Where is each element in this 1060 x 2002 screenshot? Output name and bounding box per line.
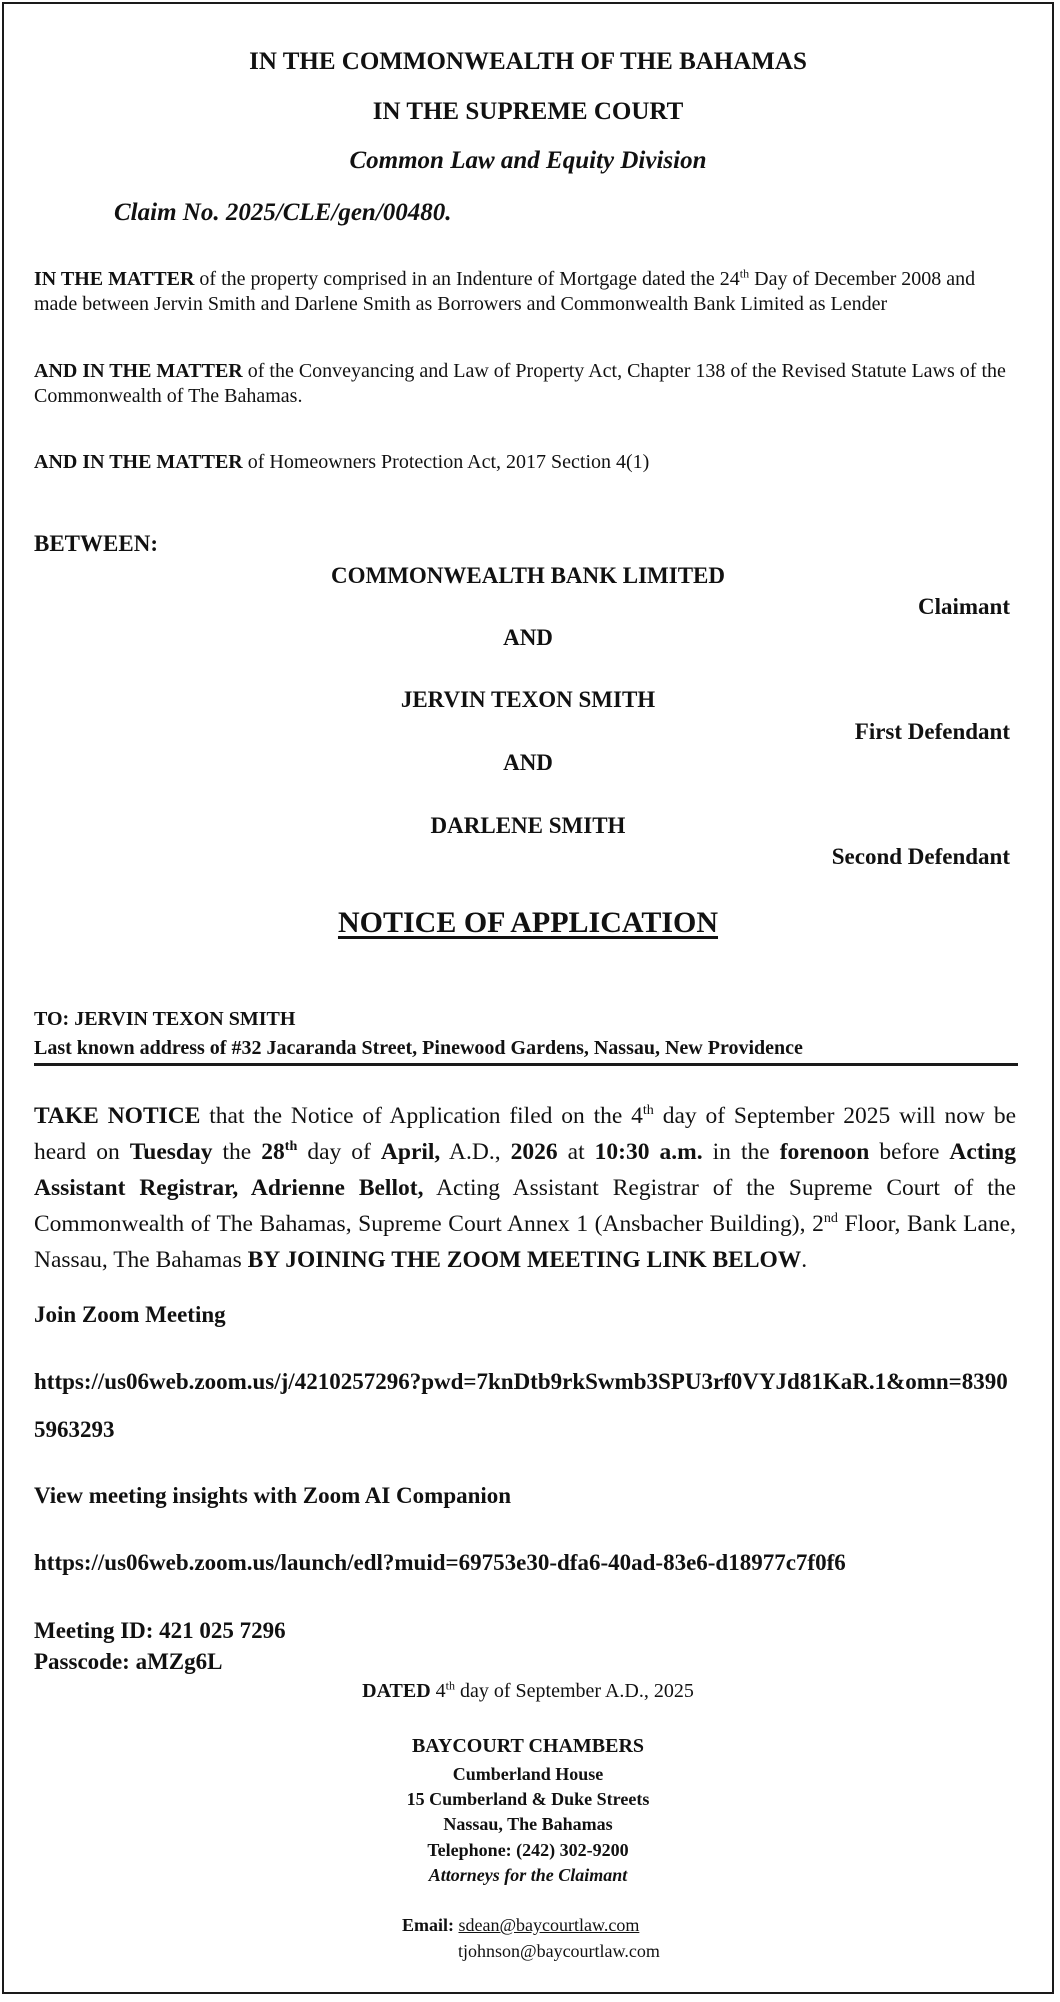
court-division: Common Law and Equity Division	[349, 147, 707, 174]
claim-number: Claim No. 2025/CLE/gen/00480.	[114, 199, 452, 226]
zoom-join-link-continued[interactable]: 5963293	[34, 1417, 115, 1442]
zoom-insights-link[interactable]: https://us06web.zoom.us/launch/edl?muid=69753e30-dfa6-40ad-83e6-d18977c7f0f6	[34, 1550, 846, 1575]
firm-role: Attorneys for the Claimant	[428, 1865, 628, 1885]
and-separator: AND	[503, 625, 553, 650]
meeting-passcode: Passcode: aMZg6L	[34, 1649, 223, 1674]
matter-conveyancing-act: AND IN THE MATTER of the Conveyancing and Law of Property Act, Chapter 138 of the Revised Statute Laws of the Commonwealth of The Bahamas.	[34, 360, 1006, 407]
email-link-tjohnson[interactable]: tjohnson@baycourtlaw.com	[458, 1941, 660, 1961]
first-defendant-role: First Defendant	[854, 719, 1010, 744]
court-name: IN THE SUPREME COURT	[372, 98, 684, 125]
matter-homeowners-act: AND IN THE MATTER of Homeowners Protection Act, 2017 Section 4(1)	[34, 451, 650, 473]
first-defendant-name: JERVIN TEXON SMITH	[400, 687, 656, 712]
notice-body: TAKE NOTICE that the Notice of Application filed on the 4th day of September 2025 will now be heard on Tuesday the 28th day of April, A.D., 2026 at 10:30 a.m. in the forenoon before Acting Assistant Registrar, Adrienne Bellot, Acting Assistant Registrar of the Supreme Court of the Commonwealth of The Bahamas, Supreme Court Annex 1 (Ansbacher Building), 2nd Floor, Bank Lane, Nassau, The Bahamas BY JOINING THE ZOOM MEETING LINK BELOW.	[34, 1102, 1016, 1273]
meeting-id: Meeting ID: 421 025 7296	[34, 1618, 286, 1643]
firm-name: BAYCOURT CHAMBERS	[411, 1735, 645, 1757]
firm-city: Nassau, The Bahamas	[443, 1814, 613, 1834]
firm-street: 15 Cumberland & Duke Streets	[406, 1789, 650, 1809]
court-jurisdiction: IN THE COMMONWEALTH OF THE BAHAMAS	[249, 48, 807, 75]
legal-notice-page	[2, 2, 1054, 1994]
email-label: Email:	[402, 1915, 454, 1935]
zoom-insights-label: View meeting insights with Zoom AI Companion	[34, 1483, 512, 1508]
email-row	[402, 1915, 639, 1936]
firm-telephone: Telephone: (242) 302-9200	[427, 1840, 629, 1860]
join-zoom-label: Join Zoom Meeting	[34, 1302, 226, 1327]
between-label: BETWEEN:	[34, 531, 158, 556]
firm-building: Cumberland House	[452, 1764, 604, 1784]
claimant-name: COMMONWEALTH BANK LIMITED	[330, 563, 726, 588]
email-link-sdean[interactable]: sdean@baycourtlaw.com	[458, 1915, 640, 1935]
recipient-address: Last known address of #32 Jacaranda Street, Pinewood Gardens, Nassau, New Providence	[34, 1037, 803, 1059]
second-defendant-role: Second Defendant	[831, 844, 1010, 869]
and-separator: AND	[503, 750, 553, 775]
recipient-name: TO: JERVIN TEXON SMITH	[34, 1008, 296, 1030]
document-title: NOTICE OF APPLICATION	[337, 906, 719, 939]
matter-lead: AND IN THE MATTER	[34, 360, 243, 382]
matter-lead: AND IN THE MATTER	[34, 451, 243, 473]
matter-lead: IN THE MATTER	[34, 268, 195, 290]
second-defendant-name: DARLENE SMITH	[430, 813, 626, 838]
section-divider	[34, 1063, 1018, 1066]
claimant-role: Claimant	[918, 594, 1010, 619]
dated-line: DATED 4th day of September A.D., 2025	[362, 1678, 694, 1702]
zoom-join-link[interactable]: https://us06web.zoom.us/j/4210257296?pwd=7knDtb9rkSwmb3SPU3rf0VYJd81KaR.1&omn=8390	[34, 1369, 1008, 1394]
matter-mortgage: IN THE MATTER of the property comprised in an Indenture of Mortgage dated the 24th Day of December 2008 and made between Jervin Smith and Darlene Smith as Borrowers and Commonwealth Bank Limited as Lender	[34, 266, 976, 315]
